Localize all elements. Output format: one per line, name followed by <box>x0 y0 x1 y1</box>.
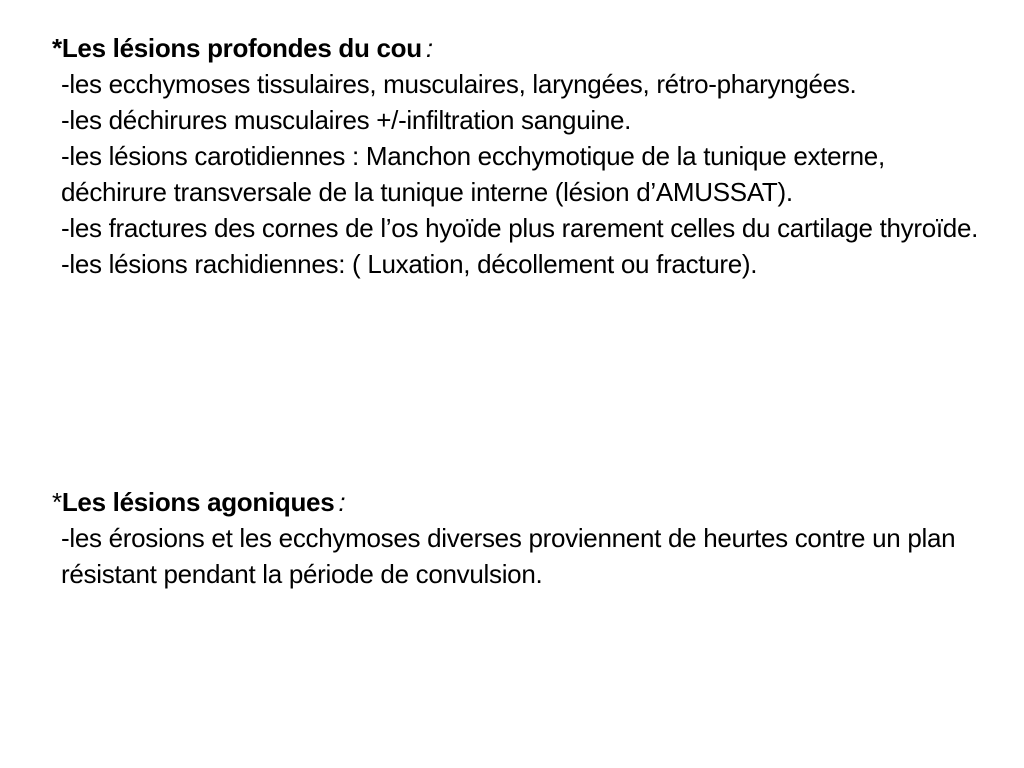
heading-colon: : <box>338 487 346 517</box>
lesion-list <box>52 66 1002 282</box>
section-heading <box>52 484 1002 520</box>
list-item: -les déchirures musculaires +/-infiltration sanguine. <box>61 105 632 135</box>
list-item: -les fractures des cornes de l’os hyoïde plus rarement celles du cartilage thyroïde. <box>61 213 979 243</box>
list-item: -les ecchymoses tissulaires, musculaires, laryngées, rétro-pharyngées. <box>61 69 857 99</box>
lesion-list <box>52 520 1002 592</box>
heading-title: Les lésions agoniques <box>61 487 335 517</box>
heading-colon: : <box>425 33 433 63</box>
heading-title: Les lésions profondes du cou <box>61 33 422 63</box>
section-heading <box>52 30 1002 66</box>
list-item: -les lésions rachidiennes: ( Luxation, décollement ou fracture). <box>61 249 758 279</box>
list-item: -les lésions carotidiennes : Manchon ecchymotique de la tunique externe, déchirure transversale de la tunique interne (lésion d’AMUSSAT). <box>61 141 885 207</box>
heading-asterisk: * <box>52 33 62 63</box>
list-item: -les érosions et les ecchymoses diverses proviennent de heurtes contre un plan résistant pendant la période de convulsion. <box>61 523 956 589</box>
section-deep-neck-lesions <box>52 30 1002 282</box>
heading-asterisk: * <box>52 487 62 517</box>
section-agonal-lesions <box>52 484 1002 592</box>
